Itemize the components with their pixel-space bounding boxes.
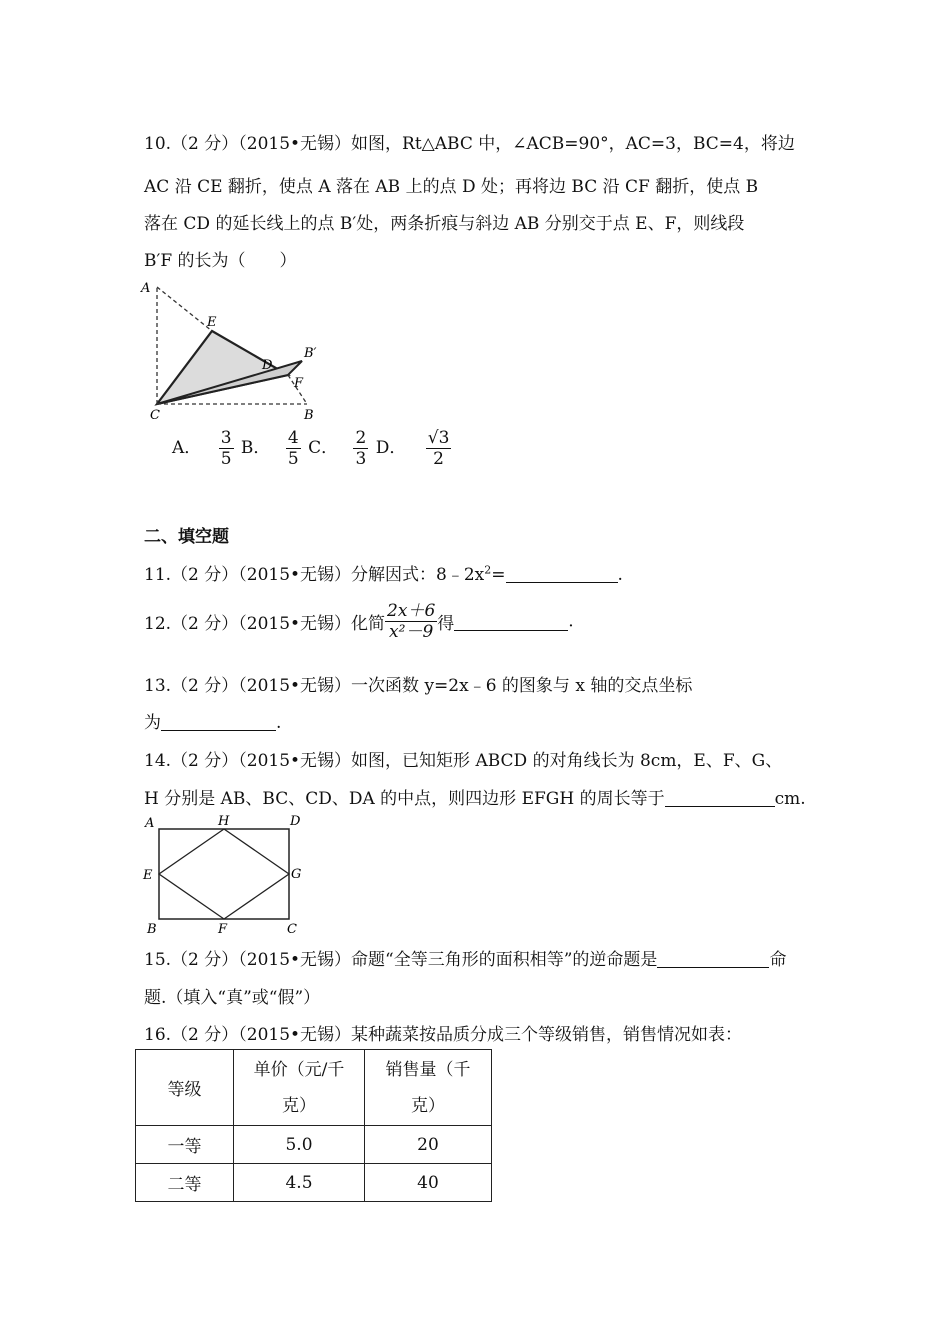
q10-line4: B′F 的长为（ ）	[144, 251, 297, 271]
cell-volume: 40	[365, 1164, 492, 1202]
header-sales-volume: 销售量（千 克）	[365, 1050, 492, 1126]
q11-answer-blank[interactable]	[506, 564, 618, 583]
q15-line1-end: 命	[769, 950, 787, 970]
option-a-fraction: $\frac{3}{5}$	[220, 428, 232, 469]
table-row	[136, 1164, 492, 1202]
q12-end: .	[568, 611, 574, 632]
q10-options	[172, 428, 453, 469]
q12-answer-blank[interactable]	[454, 612, 568, 631]
label-a: A	[145, 816, 155, 831]
option-d-label: D．	[375, 438, 407, 458]
label-c: C	[150, 408, 160, 423]
q10-line3: 落在 CD 的延长线上的点 B′处，两条折痕与斜边 AB 分别交于点 E、F，则线段	[144, 214, 745, 234]
section-title-fill-in: 二、填空题	[144, 527, 229, 547]
q10-figure	[138, 278, 328, 426]
q13-line1: 13.（2 分）（2015•无锡）一次函数 y=2x﹣6 的图象与 x 轴的交点坐标	[144, 676, 693, 696]
label-g: G	[291, 867, 302, 882]
q15-line2: 题.（填入“真”或“假”）	[144, 988, 321, 1008]
q12-fraction: $\frac{2x+6}{\text{x²－9}}$	[387, 601, 436, 642]
label-a: A	[141, 281, 151, 296]
label-d: D	[262, 358, 273, 373]
q14-text: H 分别是 AB、BC、CD、DA 的中点，则四边形 EFGH 的周长等于	[144, 789, 665, 809]
option-b-fraction: $\frac{4}{5}$	[287, 428, 299, 469]
label-d: D	[290, 814, 301, 829]
q13-line2	[144, 708, 281, 733]
table-row	[136, 1126, 492, 1164]
cell-volume: 20	[365, 1126, 492, 1164]
label-f: F	[218, 922, 228, 937]
dashed-ae	[157, 287, 212, 331]
q16-sales-table	[135, 1049, 492, 1202]
q14-unit: cm.	[774, 789, 806, 809]
option-c-label: C．	[308, 438, 339, 458]
label-e: E	[143, 868, 153, 883]
table-header-row	[136, 1050, 492, 1126]
q15-text: 15.（2 分）（2015•无锡）命题“全等三角形的面积相等”的逆命题是	[144, 950, 658, 970]
q14-figure	[138, 810, 310, 938]
q15-line1	[144, 945, 786, 970]
label-e: E	[207, 315, 217, 330]
q13-prefix: 为	[144, 713, 161, 733]
label-b: B	[304, 408, 314, 423]
q10-line1: 10.（2 分）（2015•无锡）如图，Rt△ABC 中，∠ACB=90°，AC=3，BC=4，将边	[144, 134, 795, 154]
q14-answer-blank[interactable]	[665, 788, 775, 807]
label-b-prime: B′	[304, 346, 317, 361]
label-b: B	[147, 922, 157, 937]
label-h: H	[218, 814, 230, 829]
rectangle-abcd	[159, 829, 289, 919]
q12-text: 12.（2 分）（2015•无锡）化简	[144, 614, 386, 634]
label-f: F	[294, 376, 304, 391]
header-grade: 等级	[136, 1050, 234, 1126]
q10-line2: AC 沿 CE 翻折，使点 A 落在 AB 上的点 D 处；再将边 BC 沿 CF 翻折，使点 B	[144, 177, 759, 197]
cell-grade: 二等	[136, 1164, 234, 1202]
q12	[144, 601, 574, 642]
q11-eq: =	[491, 565, 506, 585]
label-c: C	[287, 922, 297, 937]
q14-line2	[144, 784, 806, 809]
option-c-fraction: $\frac{2}{3}$	[355, 428, 367, 469]
cell-price: 5.0	[234, 1126, 365, 1164]
rhombus-efgh	[159, 829, 289, 919]
cell-price: 4.5	[234, 1164, 365, 1202]
q13-end: .	[276, 713, 282, 733]
q11-text: 11.（2 分）（2015•无锡）分解因式：8﹣2x	[144, 565, 485, 585]
option-a-label: A．	[172, 438, 202, 458]
option-d-fraction: $\frac{√3}{2}$	[427, 428, 450, 469]
q14-line1: 14.（2 分）（2015•无锡）如图，已知矩形 ABCD 的对角线长为 8cm，E、F、G、	[144, 751, 783, 771]
q11-end: .	[617, 565, 623, 585]
header-unit-price: 单价（元/千 克）	[234, 1050, 365, 1126]
q13-answer-blank[interactable]	[161, 712, 276, 731]
option-b-label: B．	[240, 438, 271, 458]
cell-grade: 一等	[136, 1126, 234, 1164]
q15-answer-blank[interactable]	[657, 949, 769, 968]
q11-sup: 2	[484, 563, 492, 577]
q16-text: 16.（2 分）（2015•无锡）某种蔬菜按品质分成三个等级销售，销售情况如表：	[144, 1025, 743, 1045]
q11	[144, 560, 623, 585]
q12-after: 得	[437, 614, 455, 634]
